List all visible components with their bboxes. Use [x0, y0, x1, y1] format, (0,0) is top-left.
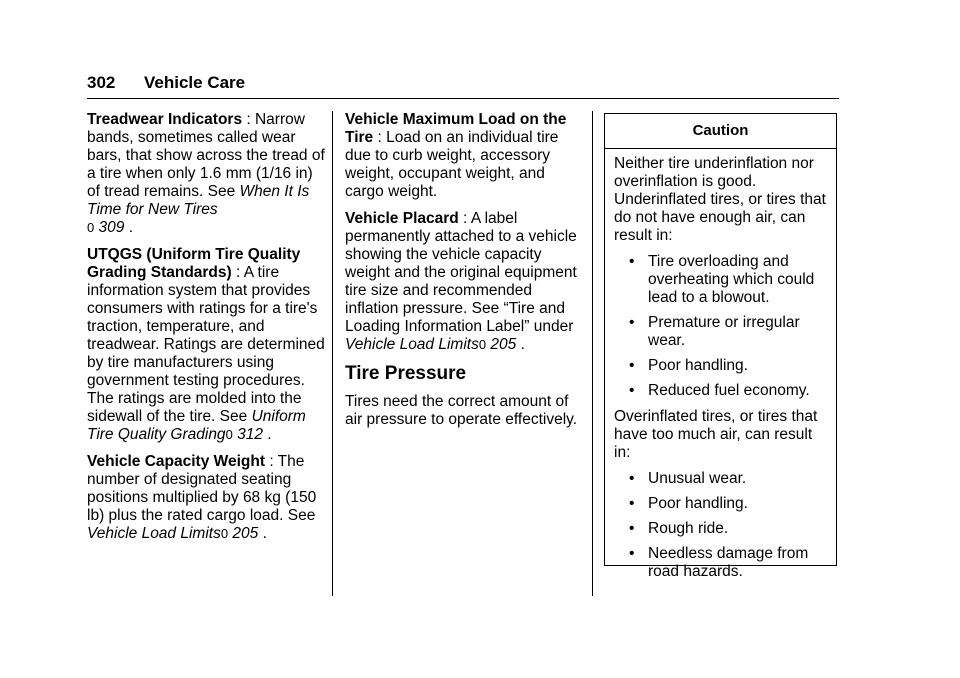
term: UTQGS (Uniform Tire Quality Grading Standards): [87, 246, 301, 281]
caution-box: [604, 113, 837, 580]
list-item-text: Needless damage from road hazards.: [648, 545, 809, 580]
period: .: [124, 219, 134, 236]
definition-text: Narrow bands, sometimes called wear bars, that show across the tread of a tire when only 1.6 mm (1/16 in) of tread remains. See: [87, 111, 325, 200]
page-reference[interactable]: 205: [232, 525, 259, 542]
underinflation-list: [614, 253, 828, 400]
term-separator: :: [231, 264, 244, 281]
list-item: [614, 520, 828, 538]
cross-reference-link[interactable]: When It Is Time for New Tires: [87, 183, 310, 218]
period: .: [262, 426, 272, 443]
caution-intro: Neither tire underinflation nor overinflation is good. Underinflated tires, or tires that do not have enough air, can result in:: [614, 155, 826, 244]
definition-text: A label permanently attached to a vehicle showing the vehicle capacity weight and the original equipment tire size and recommended inflation pressure. See “Tire and Loading Information Label” under: [345, 210, 577, 335]
caution-title: Caution: [605, 114, 836, 149]
page-reference[interactable]: 312: [237, 426, 263, 443]
list-item-text: Poor handling.: [648, 357, 748, 374]
column-divider: [332, 111, 333, 596]
column-divider: [592, 111, 593, 596]
page-reference[interactable]: 309: [98, 219, 125, 236]
period: .: [258, 525, 267, 542]
definition-text: Load on an individual tire due to curb weight, accessory weight, occupant weight, and cargo weight.: [345, 129, 559, 200]
page-ref-icon: 0: [225, 427, 233, 442]
definition-text: The number of designated seating positions multiplied by 68 kg (150 lb) plus the rated cargo load. See: [87, 453, 317, 524]
list-item-text: Poor handling.: [648, 495, 748, 512]
term-separator: :: [373, 129, 387, 146]
definition-text: A tire information system that provides consumers with ratings for a tire's traction, temperature, and treadwear. Ratings are determined by tire manufacturers using government testing procedures. The ratings are molded into the sidewall of the tire. See: [87, 264, 325, 425]
list-item-text: Tire overloading and overheating which could lead to a blowout.: [648, 253, 815, 306]
page-header: [87, 72, 839, 98]
caution-overinflation-intro: Overinflated tires, or tires that have too much air, can result in:: [614, 408, 818, 461]
section-title: Vehicle Care: [144, 73, 246, 92]
body-paragraph: Tires need the correct amount of air pressure to operate effectively.: [345, 393, 578, 428]
bullet-icon: •: [629, 495, 635, 512]
bullet-icon: •: [629, 545, 635, 562]
list-item-text: Reduced fuel economy.: [648, 382, 810, 399]
bullet-icon: •: [629, 520, 635, 537]
list-item: [614, 314, 828, 350]
caution-body: [605, 149, 836, 581]
period: .: [516, 336, 525, 353]
header-rule: [87, 98, 839, 99]
term: Vehicle Maximum Load on the Tire: [345, 111, 567, 146]
page-ref-icon: 0: [87, 220, 95, 235]
column-left: [87, 111, 325, 552]
term: Treadwear Indicators: [87, 111, 243, 128]
list-item-text: Rough ride.: [648, 520, 729, 537]
page-reference[interactable]: 205: [490, 336, 517, 353]
list-item: [614, 253, 828, 307]
list-item: [614, 545, 828, 581]
cross-reference-link[interactable]: Vehicle Load Limits: [87, 525, 221, 542]
term-separator: :: [242, 111, 255, 128]
bullet-icon: •: [629, 357, 635, 374]
bullet-icon: •: [629, 314, 635, 331]
definition-vehicle-capacity-weight: [87, 453, 325, 543]
list-item: [614, 495, 828, 513]
page-number: 302: [87, 73, 116, 92]
cross-reference-link[interactable]: Vehicle Load Limits: [345, 336, 479, 353]
term-separator: :: [265, 453, 278, 470]
term-separator: :: [458, 210, 471, 227]
definition-utqgs: [87, 246, 325, 444]
list-item-text: Unusual wear.: [648, 470, 747, 487]
term: Vehicle Placard: [345, 210, 459, 227]
definition-treadwear-indicators: [87, 111, 325, 237]
list-item: [614, 357, 828, 375]
column-middle: [345, 111, 583, 438]
page-ref-icon: 0: [478, 337, 487, 352]
cross-reference-link[interactable]: Uniform Tire Quality Grading: [87, 408, 306, 443]
term: Vehicle Capacity Weight: [87, 453, 266, 470]
list-item: [614, 470, 828, 488]
page-ref-icon: 0: [220, 526, 229, 541]
bullet-icon: •: [629, 382, 635, 399]
bullet-icon: •: [629, 470, 635, 487]
overinflation-list: [614, 470, 828, 581]
bullet-icon: •: [629, 253, 635, 270]
definition-vehicle-placard: [345, 210, 583, 354]
list-item-text: Premature or irregular wear.: [648, 314, 800, 349]
definition-vehicle-maximum-load: [345, 111, 583, 201]
section-heading-tire-pressure: Tire Pressure: [345, 363, 467, 384]
list-item: [614, 382, 828, 400]
